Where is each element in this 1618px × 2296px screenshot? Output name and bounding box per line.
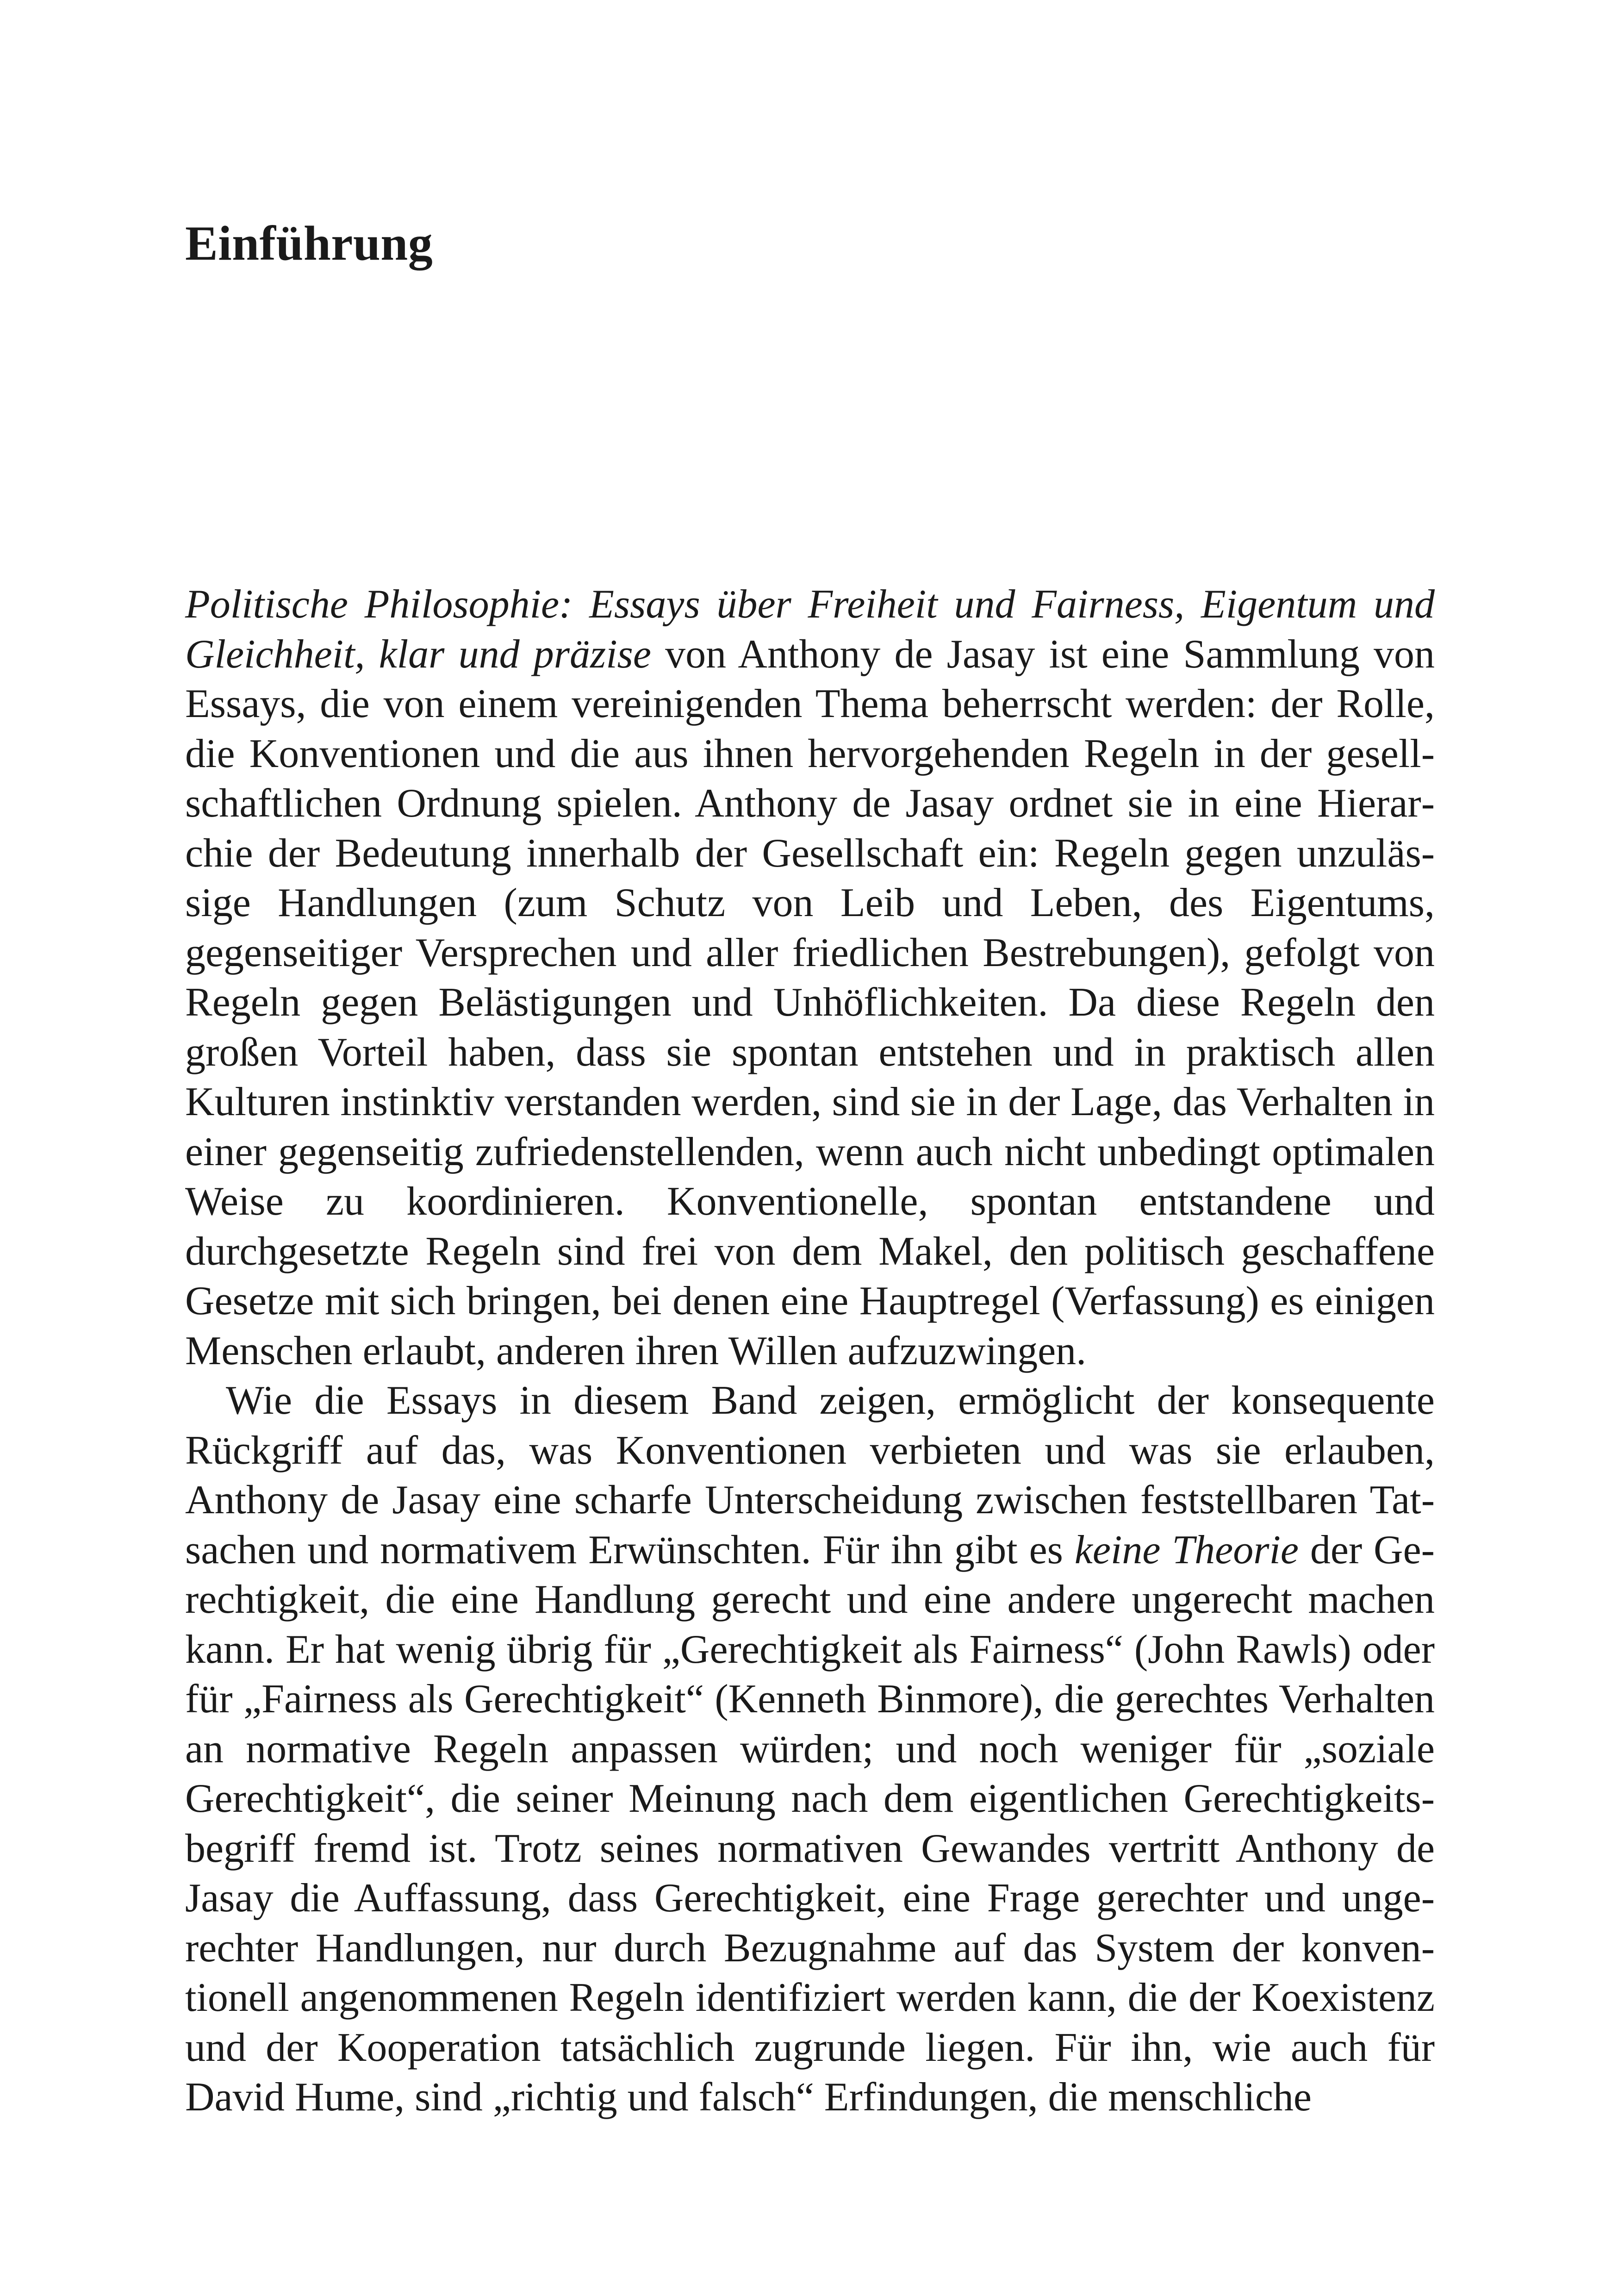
body-text xyxy=(185,580,1435,2122)
paragraph-2-text-a: Wie die Essays in diesem Band zeigen, ermöglicht der konsequente Rückgriff auf das, was Konventionen verbieten und was sie erlauben, Anthony de Jasay eine scharfe Unterscheidung zwischen feststellbaren Tatsachen und normativem Erwünschten. Für ihn gibt es xyxy=(185,1378,1435,1572)
paragraph-2-text-b: der Gerechtigkeit, die eine Handlung gerecht und eine andere ungerecht machen kann. Er hat wenig übrig für „Gerechtigkeit als Fairness“ (John Rawls) oder für „Fairness als Gerechtigkeit“ (Kenneth Binmore), die gerechtes Verhalten an normative Regeln anpassen würden; und noch weniger für „soziale Gerechtigkeit“, die seiner Meinung nach dem eigentlichen Gerechtigkeitsbegriff fremd ist. Trotz seines normativen Gewandes vertritt Anthony de Jasay die Auffassung, dass Gerechtigkeit, eine Frage gerechter und ungerechter Handlungen, nur durch Bezugnahme auf das System der konventionell angenommenen Regeln identifiziert werden kann, die der Koexistenz und der Kooperation tatsächlich zugrunde liegen. Für ihn, wie auch für David Hume, sind „richtig und falsch“ Erfindungen, die menschliche xyxy=(185,1527,1435,2120)
paragraph-1-text: von Anthony de Jasay ist eine Sammlung von Essays, die von einem vereinigenden Thema beherrscht werden: der Rolle, die Konventionen und die aus ihnen hervorgehenden Regeln in der gesellschaftlichen Ordnung spielen. Anthony de Jasay ordnet sie in eine Hierarchie der Bedeutung innerhalb der Gesellschaft ein: Regeln gegen unzulässige Handlungen (zum Schutz von Leib und Leben, des Eigentums, gegenseitiger Versprechen und aller friedlichen Bestrebungen), gefolgt von Regeln gegen Belästigungen und Unhöflichkeiten. Da diese Regeln den großen Vorteil haben, dass sie spontan entstehen und in praktisch allen Kulturen instinktiv verstanden werden, sind sie in der Lage, das Verhalten in einer gegenseitig zufriedenstellenden, wenn auch nicht unbedingt optimalen Weise zu koordinieren. Konventionelle, spontan entstandene und durchgesetzte Regeln sind frei von dem Makel, den politisch geschaffene Gesetze mit sich bringen, bei denen eine Hauptregel (Verfassung) es einigen Menschen erlaubt, anderen ihren Willen aufzuzwingen. xyxy=(185,631,1435,1373)
paragraph-2 xyxy=(185,1376,1435,2122)
page-title: Einführung xyxy=(185,216,433,270)
paragraph-1 xyxy=(185,580,1435,1376)
emphasis-keine-theorie: keine Theorie xyxy=(1074,1527,1299,1572)
book-title-italic: Politische Philosophie: Essays über Freiheit und Fairness, Eigentum und Gleichheit, klar und präzise xyxy=(185,582,1435,677)
